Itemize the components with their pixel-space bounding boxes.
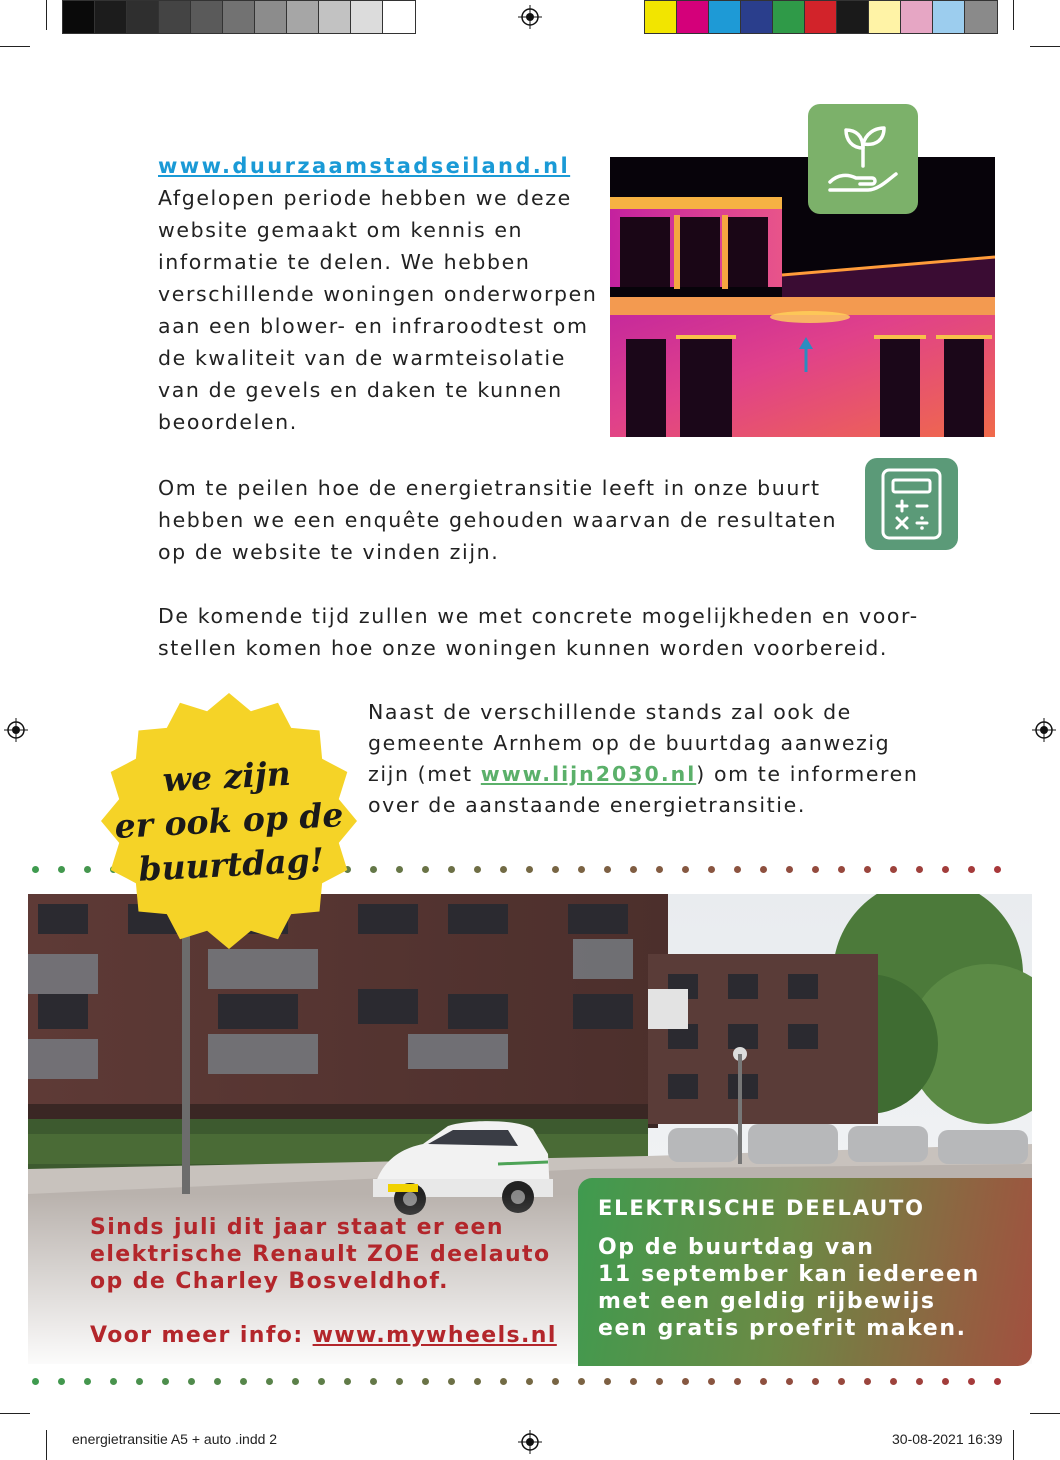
- divider-dot: [422, 1378, 429, 1385]
- crop-mark: [1013, 1430, 1014, 1460]
- divider-dot: [994, 866, 1001, 873]
- color-swatch: [127, 1, 159, 33]
- divider-dot: [448, 1378, 455, 1385]
- divider-dot: [942, 1378, 949, 1385]
- color-swatch: [901, 1, 933, 33]
- divider-dot: [942, 866, 949, 873]
- color-swatch: [869, 1, 901, 33]
- text-line: Afgelopen periode hebben we deze: [158, 186, 572, 210]
- box-line: met een geldig rijbewijs: [598, 1289, 936, 1314]
- registration-mark-icon: [518, 1430, 542, 1454]
- car-section-text: [90, 1214, 570, 1295]
- color-swatch: [773, 1, 805, 33]
- lijn2030-link[interactable]: www.lijn2030.nl: [480, 762, 697, 786]
- divider-dot: [734, 866, 741, 873]
- crop-mark: [0, 46, 30, 47]
- badge-line: er ook op de: [113, 795, 345, 846]
- divider-dot: [526, 1378, 533, 1385]
- box-heading: ELEKTRISCHE DEELAUTO: [598, 1196, 925, 1220]
- text-line: op de Charley Bosveldhof.: [90, 1269, 449, 1294]
- divider-dot: [682, 866, 689, 873]
- color-swatch: [63, 1, 95, 33]
- divider-dot: [526, 866, 533, 873]
- divider-dot: [916, 866, 923, 873]
- divider-dot: [656, 866, 663, 873]
- divider-dot: [734, 1378, 741, 1385]
- divider-dot: [578, 866, 585, 873]
- text-line: de kwaliteit van de warmteisolatie: [158, 346, 566, 370]
- text-fragment: ) om te informeren: [696, 762, 919, 786]
- divider-dot: [32, 866, 39, 873]
- divider-dot: [500, 1378, 507, 1385]
- color-swatch: [933, 1, 965, 33]
- color-swatch: [287, 1, 319, 33]
- footer-date: 30-08-2021 16:39: [892, 1431, 1003, 1447]
- badge-text: [91, 683, 366, 958]
- divider-dot: [786, 866, 793, 873]
- text-line: over de aanstaande energietransitie.: [368, 793, 806, 817]
- box-line: een gratis proefrit maken.: [598, 1316, 967, 1341]
- divider-dot: [708, 866, 715, 873]
- divider-dot: [422, 866, 429, 873]
- divider-dot: [994, 1378, 1001, 1385]
- divider-dot: [188, 1378, 195, 1385]
- divider-dot: [630, 866, 637, 873]
- divider-dot: [786, 1378, 793, 1385]
- text-line: Naast de verschillende stands zal ook de: [368, 700, 852, 724]
- section1-text: [158, 150, 608, 438]
- more-info-text: [90, 1322, 570, 1349]
- divider-dot: [500, 866, 507, 873]
- color-swatch: [319, 1, 351, 33]
- text-line: [368, 759, 1008, 790]
- crop-mark: [1030, 46, 1060, 47]
- color-swatch: [709, 1, 741, 33]
- badge-line: buurtdag!: [137, 840, 326, 889]
- divider-dot: [968, 866, 975, 873]
- buurtdag-badge: [98, 690, 360, 952]
- color-swatch: [351, 1, 383, 33]
- divider-dot: [58, 1378, 65, 1385]
- section3-text: [158, 600, 958, 664]
- box-line: Op de buurtdag van: [598, 1235, 875, 1260]
- text-line: Sinds juli dit jaar staat er een: [90, 1215, 504, 1240]
- color-swatch: [965, 1, 997, 33]
- text-fragment: zijn (met: [368, 762, 481, 786]
- divider-dot: [552, 866, 559, 873]
- divider-dot: [214, 1378, 221, 1385]
- registration-mark-icon: [4, 718, 28, 742]
- divider-dot: [84, 1378, 91, 1385]
- divider-dot: [32, 1378, 39, 1385]
- crop-mark: [1013, 0, 1014, 30]
- divider-dot: [604, 1378, 611, 1385]
- divider-dot: [240, 1378, 247, 1385]
- divider-dot: [344, 1378, 351, 1385]
- process-color-bar: [644, 0, 998, 34]
- divider-dot: [916, 1378, 923, 1385]
- divider-dot: [84, 866, 91, 873]
- registration-mark-icon: [518, 5, 542, 29]
- section4-text: [368, 697, 1008, 821]
- text-line: van de gevels en daken te kunnen: [158, 378, 563, 402]
- registration-mark-icon: [1032, 718, 1056, 742]
- text-line: gemeente Arnhem op de buurtdag aanwezig: [368, 731, 891, 755]
- divider-dot: [266, 1378, 273, 1385]
- divider-dot: [136, 1378, 143, 1385]
- website-link[interactable]: www.duurzaamstadseiland.nl: [158, 154, 571, 178]
- infrared-facade-photo: [610, 157, 995, 437]
- divider-dot: [760, 866, 767, 873]
- divider-dot: [838, 866, 845, 873]
- electric-car-info-box: [578, 1178, 1032, 1366]
- plant-hand-icon: [808, 104, 918, 214]
- footer-filename: energietransitie A5 + auto .indd 2: [72, 1431, 278, 1447]
- divider-dot: [630, 1378, 637, 1385]
- divider-dot: [682, 1378, 689, 1385]
- divider-dot: [838, 1378, 845, 1385]
- divider-dot: [318, 1378, 325, 1385]
- divider-dot: [370, 1378, 377, 1385]
- divider-dot: [396, 1378, 403, 1385]
- divider-dot: [968, 1378, 975, 1385]
- text-line: stellen komen hoe onze woningen kunnen worden voorbereid.: [158, 636, 888, 660]
- crop-mark: [46, 1430, 47, 1460]
- crop-mark: [0, 1413, 30, 1414]
- color-swatch: [645, 1, 677, 33]
- text-line: website gemaakt om kennis en: [158, 218, 524, 242]
- text-line: Om te peilen hoe de energietransitie leeft in onze buurt: [158, 476, 821, 500]
- divider-dot: [760, 1378, 767, 1385]
- text-line: elektrische Renault ZOE deelauto: [90, 1242, 551, 1267]
- text-line: verschillende woningen onderworpen: [158, 282, 598, 306]
- divider-dot: [864, 1378, 871, 1385]
- divider-dot: [110, 1378, 117, 1385]
- section2-text: [158, 472, 858, 568]
- color-swatch: [159, 1, 191, 33]
- dotted-divider-bottom: [32, 1378, 1020, 1386]
- calculator-icon: [865, 458, 958, 550]
- text-line: beoordelen.: [158, 410, 298, 434]
- crop-mark: [1030, 1413, 1060, 1414]
- divider-dot: [604, 866, 611, 873]
- more-info-label: Voor meer info:: [90, 1323, 313, 1348]
- color-swatch: [677, 1, 709, 33]
- color-swatch: [383, 1, 415, 33]
- divider-dot: [812, 866, 819, 873]
- divider-dot: [448, 866, 455, 873]
- divider-dot: [890, 866, 897, 873]
- divider-dot: [474, 866, 481, 873]
- text-line: op de website te vinden zijn.: [158, 540, 500, 564]
- color-swatch: [255, 1, 287, 33]
- text-line: De komende tijd zullen we met concrete mogelijkheden en voor-: [158, 604, 919, 628]
- text-line: hebben we een enquête gehouden waarvan de resultaten: [158, 508, 838, 532]
- divider-dot: [58, 866, 65, 873]
- crop-mark: [46, 0, 47, 30]
- gray-color-bar: [62, 0, 416, 34]
- badge-line: we zijn: [161, 753, 292, 800]
- divider-dot: [552, 1378, 559, 1385]
- box-line: 11 september kan iedereen: [598, 1262, 980, 1287]
- divider-dot: [292, 1378, 299, 1385]
- divider-dot: [812, 1378, 819, 1385]
- divider-dot: [474, 1378, 481, 1385]
- color-swatch: [837, 1, 869, 33]
- mywheels-link[interactable]: www.mywheels.nl: [312, 1323, 557, 1348]
- color-swatch: [223, 1, 255, 33]
- color-swatch: [95, 1, 127, 33]
- divider-dot: [162, 1378, 169, 1385]
- divider-dot: [578, 1378, 585, 1385]
- divider-dot: [370, 866, 377, 873]
- color-swatch: [191, 1, 223, 33]
- text-line: informatie te delen. We hebben: [158, 250, 531, 274]
- divider-dot: [864, 866, 871, 873]
- text-line: aan een blower- en infraroodtest om: [158, 314, 589, 338]
- color-swatch: [805, 1, 837, 33]
- divider-dot: [890, 1378, 897, 1385]
- divider-dot: [656, 1378, 663, 1385]
- color-swatch: [741, 1, 773, 33]
- divider-dot: [396, 866, 403, 873]
- divider-dot: [708, 1378, 715, 1385]
